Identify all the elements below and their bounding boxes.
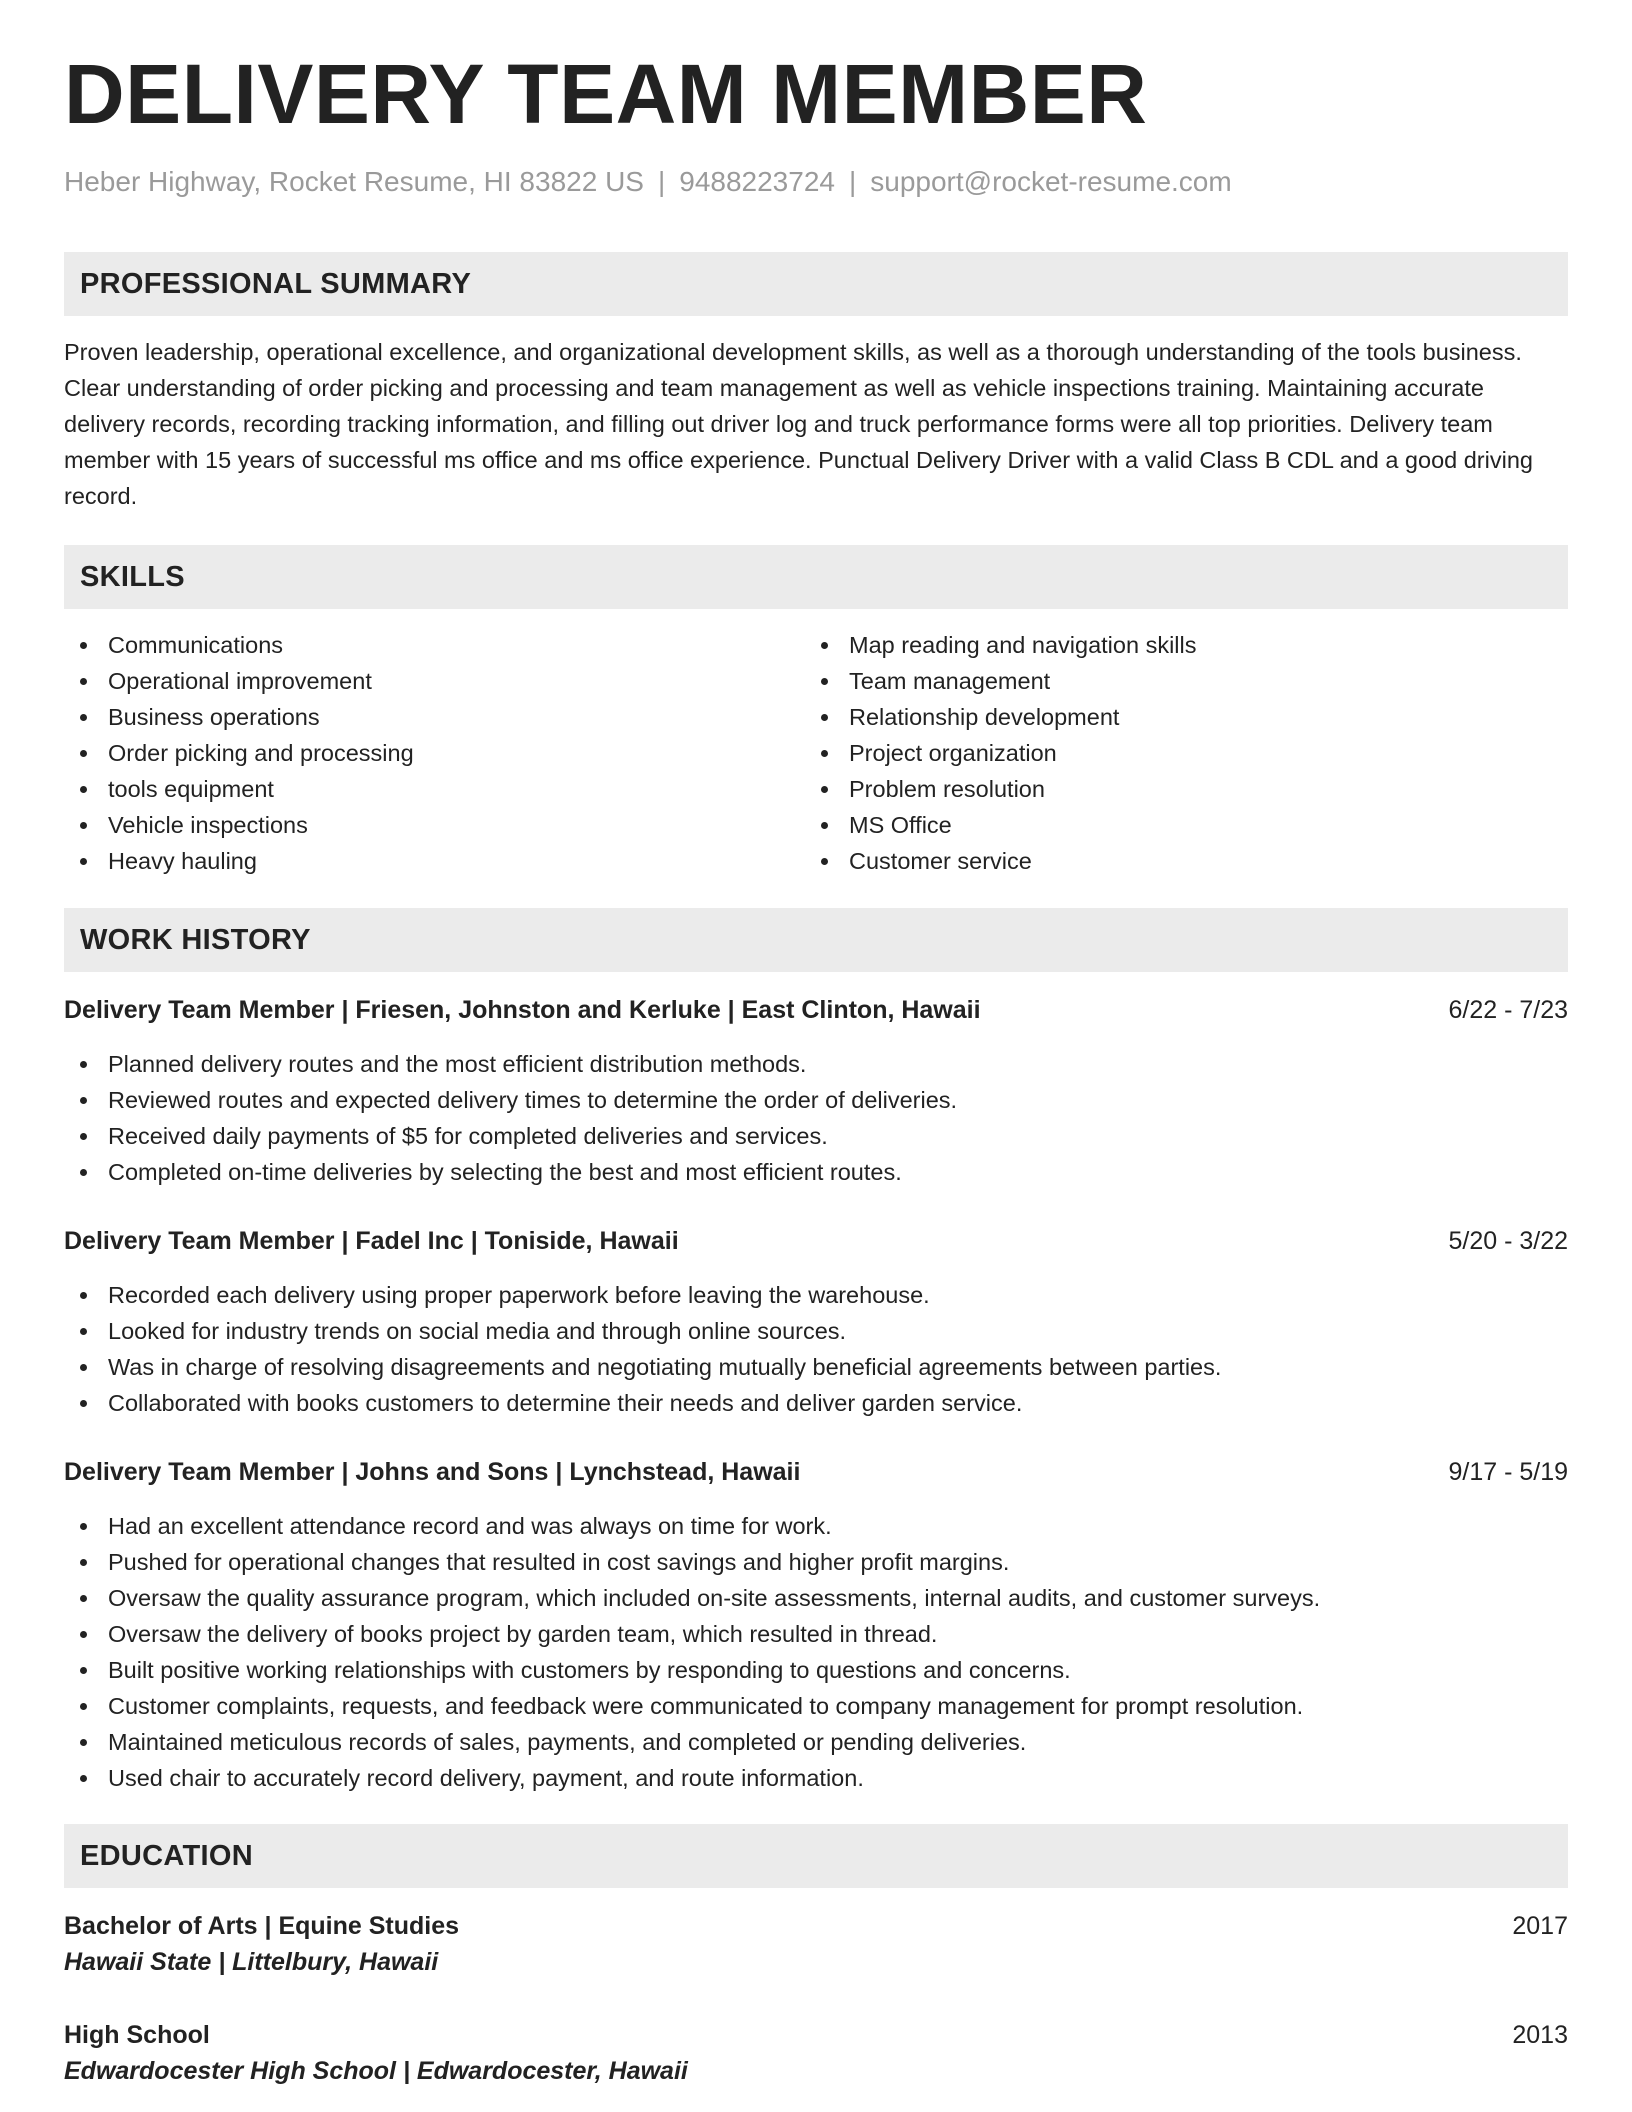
job-bullet: Completed on-time deliveries by selecting the best and most efficient routes. xyxy=(64,1154,957,1190)
job-bullet: Looked for industry trends on social media and through online sources. xyxy=(64,1313,1221,1349)
job-bullet: Built positive working relationships with customers by responding to questions and concerns. xyxy=(64,1652,1320,1688)
job-header xyxy=(64,992,1568,1028)
resume-name: DELIVERY TEAM MEMBER xyxy=(64,47,1148,141)
education-year: 2017 xyxy=(1512,1912,1568,1940)
skill-item: Order picking and processing xyxy=(64,735,414,771)
job-title: Delivery Team Member | Friesen, Johnston and Kerluke | East Clinton, Hawaii xyxy=(64,996,981,1024)
skill-item: Vehicle inspections xyxy=(64,807,414,843)
job-header xyxy=(64,1223,1568,1259)
education-year: 2013 xyxy=(1512,2021,1568,2049)
job-title: Delivery Team Member | Johns and Sons | Lynchstead, Hawaii xyxy=(64,1458,801,1486)
job-title: Delivery Team Member | Fadel Inc | Toniside, Hawaii xyxy=(64,1227,679,1255)
skill-item: MS Office xyxy=(805,807,1197,843)
job-bullet: Was in charge of resolving disagreements and negotiating mutually beneficial agreements between parties. xyxy=(64,1349,1221,1385)
skill-item: Customer service xyxy=(805,843,1197,879)
job-dates: 6/22 - 7/23 xyxy=(1448,996,1568,1024)
section-title: EDUCATION xyxy=(80,1839,253,1872)
job-bullet: Maintained meticulous records of sales, payments, and completed or pending deliveries. xyxy=(64,1724,1320,1760)
job-header xyxy=(64,1454,1568,1490)
education-header xyxy=(64,2017,1568,2053)
skills-list-left xyxy=(64,627,414,879)
education-degree: Bachelor of Arts | Equine Studies xyxy=(64,1912,460,1940)
skill-item: Business operations xyxy=(64,699,414,735)
skill-item: tools equipment xyxy=(64,771,414,807)
section-header-skills xyxy=(64,545,1568,609)
job-bullet: Reviewed routes and expected delivery times to determine the order of deliveries. xyxy=(64,1082,957,1118)
job-bullet: Used chair to accurately record delivery, payment, and route information. xyxy=(64,1760,1320,1796)
job-bullet: Planned delivery routes and the most efficient distribution methods. xyxy=(64,1046,957,1082)
job-bullet: Collaborated with books customers to determine their needs and deliver garden service. xyxy=(64,1385,1221,1421)
contact-separator: | xyxy=(848,166,857,197)
skill-item: Project organization xyxy=(805,735,1197,771)
education-school: Hawaii State | Littelbury, Hawaii xyxy=(64,1948,439,1976)
education-header xyxy=(64,1908,1568,1944)
contact-line xyxy=(64,166,1232,198)
contact-address: Heber Highway, Rocket Resume, HI 83822 US xyxy=(64,166,644,197)
job-bullet: Pushed for operational changes that resulted in cost savings and higher profit margins. xyxy=(64,1544,1320,1580)
job-bullets xyxy=(64,1508,1320,1796)
skill-item: Operational improvement xyxy=(64,663,414,699)
job-bullet: Received daily payments of $5 for completed deliveries and services. xyxy=(64,1118,957,1154)
job-bullet: Customer complaints, requests, and feedback were communicated to company management for prompt resolution. xyxy=(64,1688,1320,1724)
summary-text: Proven leadership, operational excellence, and organizational development skills, as well as a thorough understanding of the tools business. Clear understanding of order picking and processing and team management as well as vehicle inspections training. Maintaining accurate delivery records, recording tracking information, and filling out driver log and truck performance forms were all top priorities. Delivery team member with 15 years of successful ms office and ms office experience. Punctual Delivery Driver with a valid Class B CDL and a good driving record. xyxy=(64,339,1533,509)
section-header-work-history xyxy=(64,908,1568,972)
job-bullets xyxy=(64,1277,1221,1421)
skill-item: Team management xyxy=(805,663,1197,699)
skills-list-right xyxy=(805,627,1197,879)
job-bullet: Oversaw the quality assurance program, which included on-site assessments, internal audits, and customer surveys. xyxy=(64,1580,1320,1616)
section-header-summary xyxy=(64,252,1568,316)
job-bullet: Had an excellent attendance record and was always on time for work. xyxy=(64,1508,1320,1544)
job-dates: 9/17 - 5/19 xyxy=(1448,1458,1568,1486)
skill-item: Relationship development xyxy=(805,699,1197,735)
section-title: PROFESSIONAL SUMMARY xyxy=(80,267,472,300)
section-title: WORK HISTORY xyxy=(80,923,311,956)
education-school: Edwardocester High School | Edwardocester, Hawaii xyxy=(64,2057,688,2085)
skill-item: Communications xyxy=(64,627,414,663)
skill-item: Map reading and navigation skills xyxy=(805,627,1197,663)
contact-email: support@rocket-resume.com xyxy=(870,166,1232,197)
job-bullet: Recorded each delivery using proper paperwork before leaving the warehouse. xyxy=(64,1277,1221,1313)
section-title: SKILLS xyxy=(80,560,185,593)
education-degree: High School xyxy=(64,2021,210,2049)
skill-item: Heavy hauling xyxy=(64,843,414,879)
skill-item: Problem resolution xyxy=(805,771,1197,807)
section-header-education xyxy=(64,1824,1568,1888)
job-bullet: Oversaw the delivery of books project by garden team, which resulted in thread. xyxy=(64,1616,1320,1652)
contact-phone: 9488223724 xyxy=(679,166,835,197)
job-dates: 5/20 - 3/22 xyxy=(1448,1227,1568,1255)
job-bullets xyxy=(64,1046,957,1190)
contact-separator: | xyxy=(657,166,666,197)
